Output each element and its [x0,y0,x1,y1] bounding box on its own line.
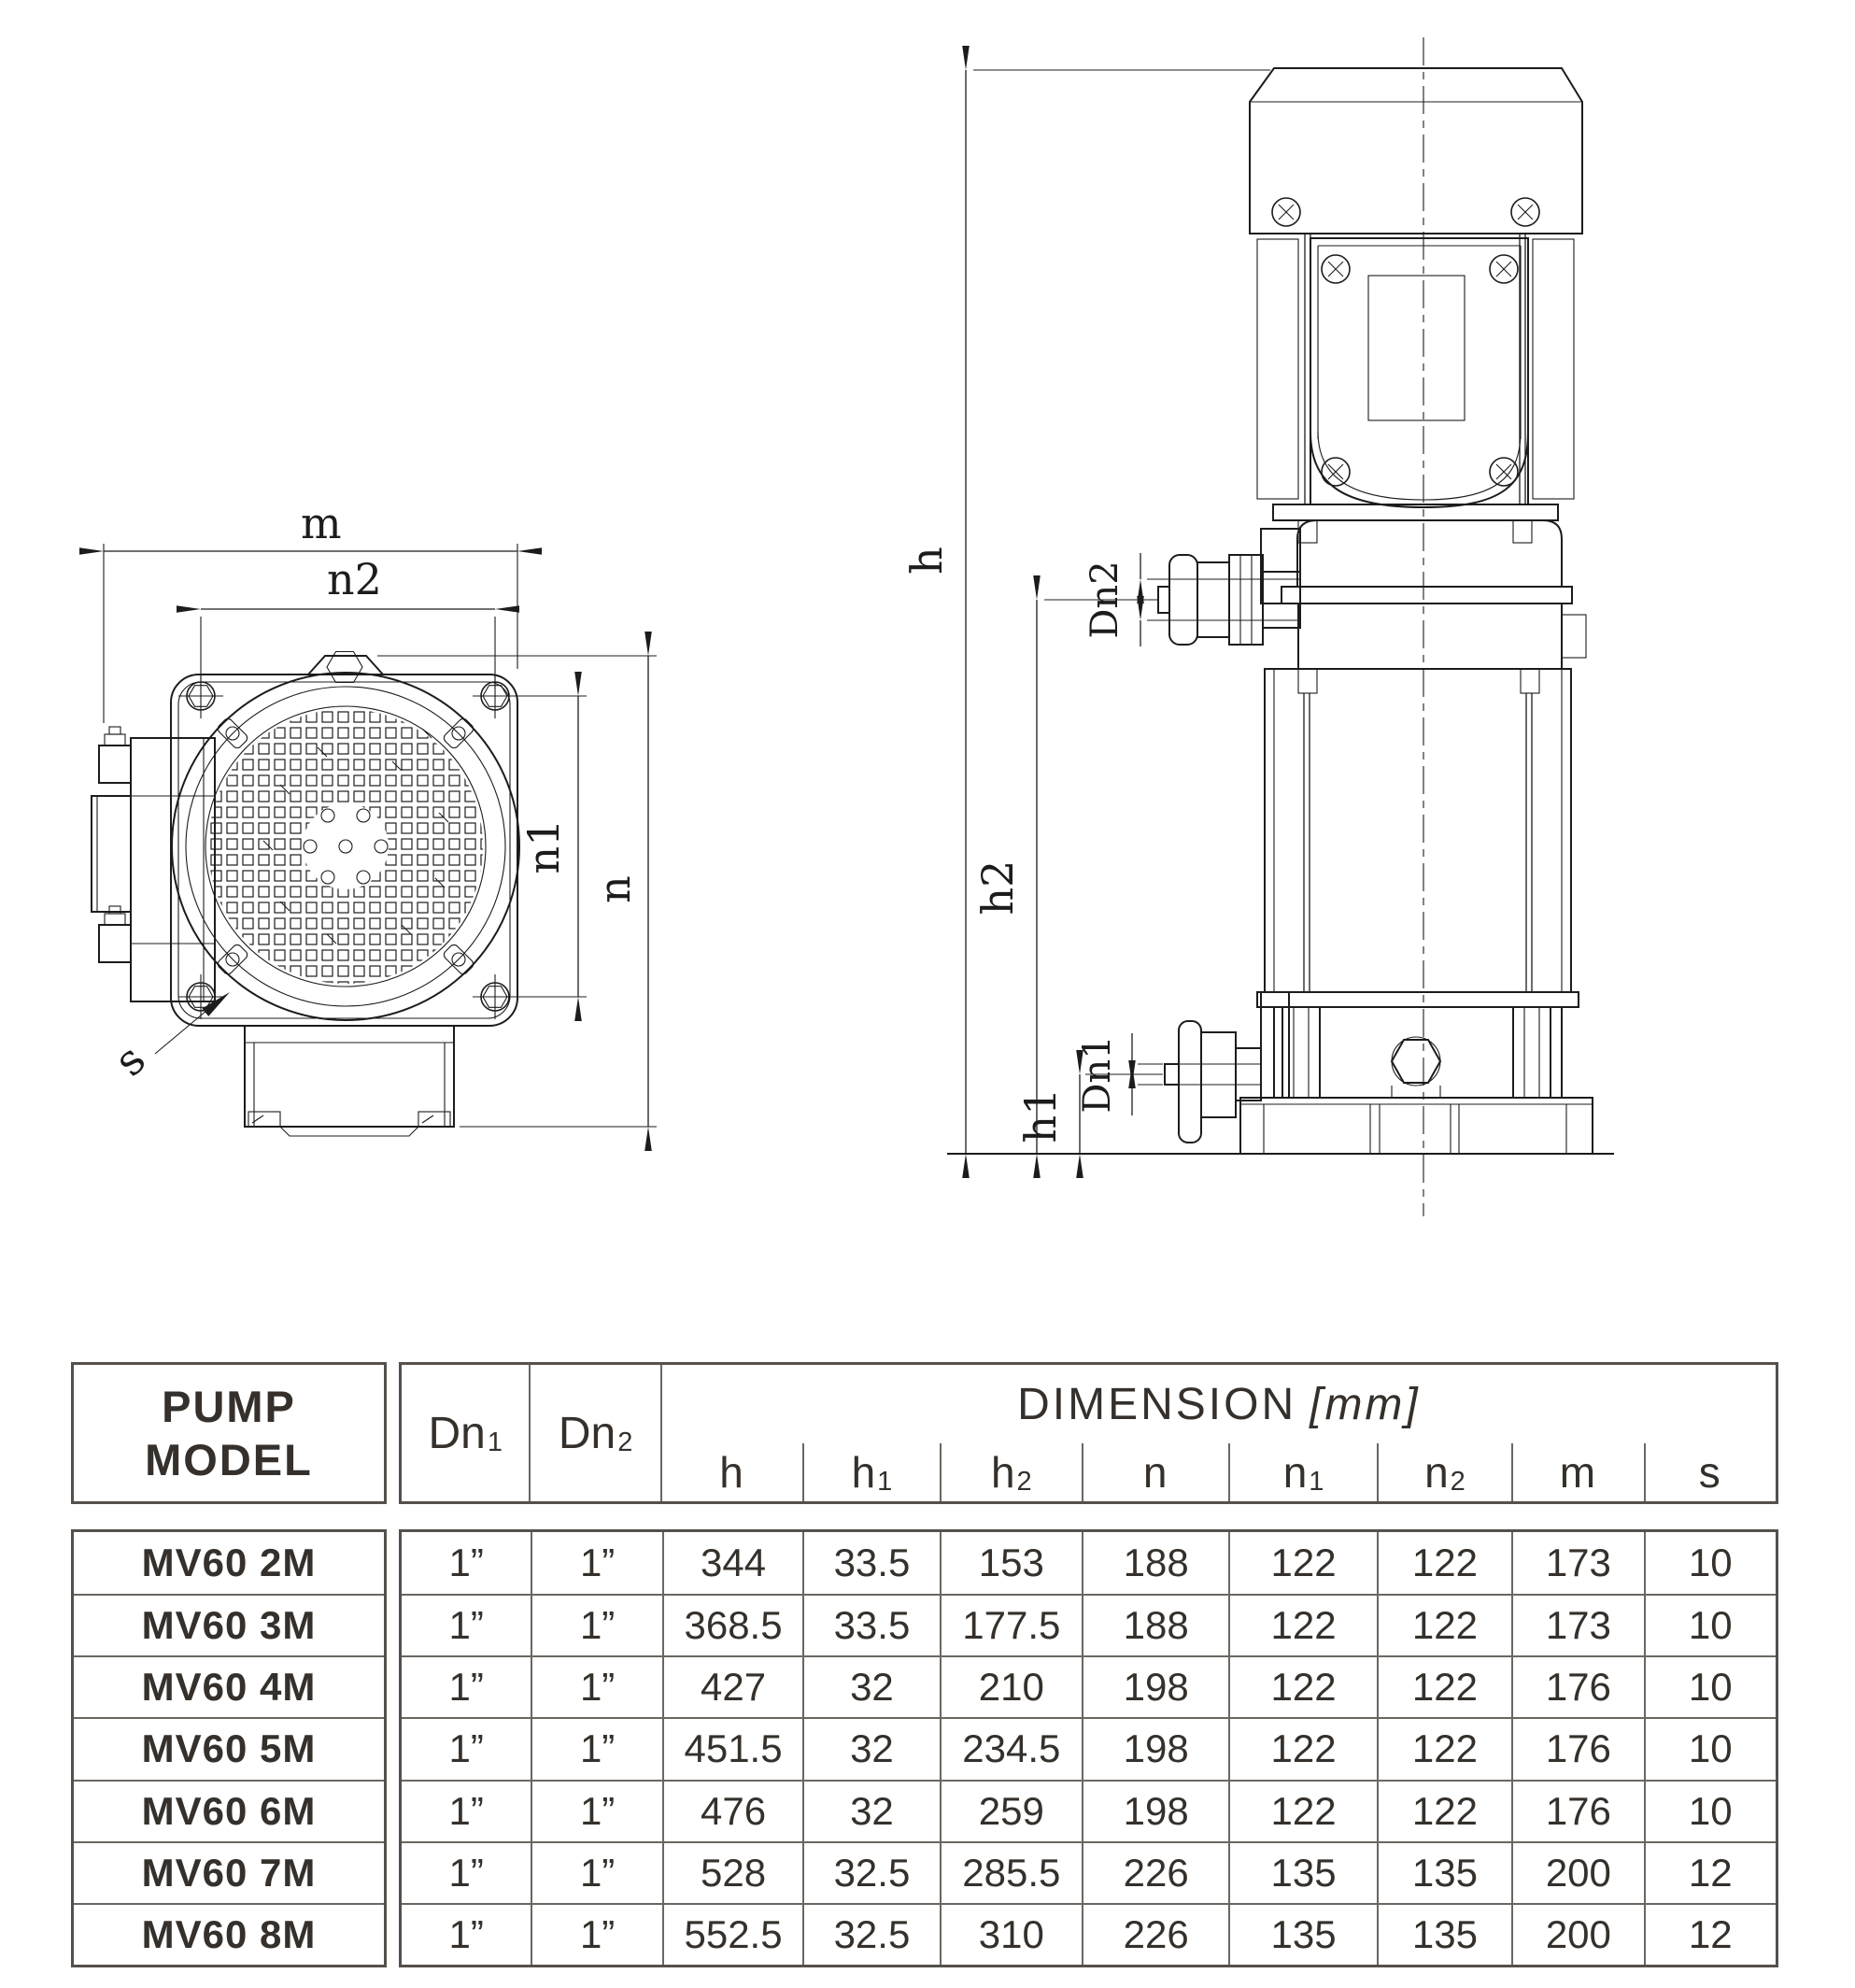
dim-n1 [514,696,587,997]
value-cell: 198 [1082,1717,1228,1779]
value-cell: 173 [1511,1594,1643,1655]
header-dimension-title [662,1365,1776,1443]
value-cell: 12 [1644,1841,1776,1903]
dim-label-n1: n1 [518,818,569,874]
value-cell: 1” [448,1541,484,1585]
tie-rod-thread [1513,520,1532,543]
dim-label-h1: h1 [1015,1087,1066,1143]
pump-sleeve [1257,669,1579,1007]
value-cell: 122 [1228,1532,1376,1594]
dimension-table-header [399,1362,1778,1504]
junction-box [92,727,215,1001]
header-dn1-base: Dn [428,1408,486,1458]
sleeve-collar [1257,992,1579,1007]
value-cell: 259 [940,1780,1082,1841]
cover-screw [1511,198,1539,226]
frame-screw [1490,255,1518,283]
cooling-fins-left [1257,239,1298,499]
value-cell: 153 [940,1532,1082,1594]
value-cell: 122 [1377,1717,1511,1779]
pump-model-column [71,1529,387,1967]
header-n2: n 2 [1377,1443,1511,1501]
model-cell: MV60 2M [141,1541,317,1585]
header-dn2-sub: 2 [617,1427,633,1457]
value-cell: 285.5 [940,1841,1082,1903]
value-cell: 10 [1644,1717,1776,1779]
value-cell: 122 [1228,1717,1376,1779]
dim-label-h: h [901,547,952,575]
model-cell: MV60 8M [74,1903,384,1965]
value-cell: 1” [402,1655,531,1717]
value-cell: 10 [1644,1780,1776,1841]
model-cell: MV60 4M [74,1655,384,1717]
union-nut [1229,555,1263,645]
value-cell: 32.5 [802,1903,939,1965]
coupling-plate [1282,587,1572,604]
value-cell: 32 [802,1717,939,1779]
header-h1: h 1 [802,1443,939,1501]
value-cell: 122 [1228,1655,1376,1717]
header-dn2 [531,1365,661,1501]
dim-m [104,498,517,723]
value-cell: 368.5 [662,1594,802,1655]
value-cell: 1” [531,1594,661,1655]
pump-side-view-drawing [897,28,1644,1224]
fan-grille [172,673,519,1020]
pump-model-header-line2: MODEL [145,1435,313,1484]
dim-n2 [201,554,495,689]
frame-screw [1490,458,1518,486]
value-cell: 427 [662,1655,802,1717]
value-cell: 122 [1377,1780,1511,1841]
tie-rod-thread [1521,669,1539,693]
model-cell: MV60 5M [74,1717,384,1779]
value-cell: 234.5 [940,1717,1082,1779]
value-cell: 476 [662,1780,802,1841]
pump-model-header-line1: PUMP [162,1381,296,1431]
value-cell: 1” [531,1903,661,1965]
value-cell: 10 [1644,1655,1776,1717]
value-cell: 1” [402,1594,531,1655]
suction-housing [1261,992,1562,1098]
value-cell: 135 [1228,1903,1376,1965]
value-cell: 176 [1511,1780,1643,1841]
value-cell: 210 [940,1655,1082,1717]
header-h2: h 2 [940,1443,1082,1501]
pump-model-header [71,1362,387,1504]
dim-h2 [972,600,1158,1154]
dim-label-h2: h2 [972,859,1023,916]
value-cell: 33.5 [802,1532,939,1594]
suction-port [1165,1021,1261,1143]
fan-cover [1250,68,1582,234]
discharge-port [1158,555,1300,645]
model-cell: MV60 7M [74,1841,384,1903]
value-cell: 32 [802,1655,939,1717]
value-cell: 1” [531,1655,661,1717]
value-cell: 122 [1228,1780,1376,1841]
header-h: h [719,1448,743,1497]
value-cell: 173 [1511,1532,1643,1594]
cable-gland [99,746,131,783]
terminal-box [245,1026,454,1136]
dim-label-n: n [589,875,640,903]
value-cell: 528 [662,1841,802,1903]
value-cell: 200 [1511,1841,1643,1903]
frame-screw [1322,458,1350,486]
value-cell: 198 [1082,1780,1228,1841]
header-dn1 [402,1365,531,1501]
value-cell: 1” [402,1903,531,1965]
value-cell: 1” [531,1780,661,1841]
value-cell: 10 [1644,1532,1776,1594]
header-s: s [1644,1443,1776,1501]
frame-screw [1322,255,1350,283]
value-cell: 32 [802,1780,939,1841]
value-cell: 198 [1082,1655,1228,1717]
bolt-hole [473,974,517,1019]
dim-label-dn2: Dn2 [1083,561,1126,639]
motor-body [1257,234,1574,543]
value-cell: 177.5 [940,1594,1082,1655]
value-cell: 344 [662,1532,802,1594]
value-cell: 122 [1377,1655,1511,1717]
value-cell: 451.5 [662,1717,802,1779]
value-cell: 135 [1377,1841,1511,1903]
dimension-unit-text: [mm] [1310,1379,1421,1429]
header-m: m [1511,1443,1643,1501]
value-cell: 226 [1082,1841,1228,1903]
value-cell: 32.5 [802,1841,939,1903]
dim-label-dn1: Dn1 [1076,1035,1119,1114]
value-cell: 188 [1082,1594,1228,1655]
value-cell: 33.5 [802,1594,939,1655]
value-cell: 135 [1228,1841,1376,1903]
dim-label-s: s [104,1034,156,1086]
model-cell: MV60 3M [74,1594,384,1655]
header-n: n [1082,1443,1228,1501]
value-cell: 226 [1082,1903,1228,1965]
header-dn2-base: Dn [558,1408,616,1458]
value-cell: 1” [531,1532,661,1594]
drain-plug [1392,1037,1440,1086]
cover-screw [1272,198,1300,226]
value-cell: 135 [1377,1903,1511,1965]
header-dn1-sub: 1 [487,1427,503,1457]
value-cell: 176 [1511,1655,1643,1717]
cooling-fins-right [1533,239,1574,499]
dimension-title-text: DIMENSION [1017,1379,1297,1429]
tie-rod-thread [1298,669,1317,693]
hex-plug [1392,1040,1440,1083]
value-cell: 176 [1511,1717,1643,1779]
value-cell: 1” [531,1841,661,1903]
value-cell: 122 [1377,1594,1511,1655]
value-cell: 122 [1377,1532,1511,1594]
nameplate [1368,276,1465,420]
value-cell: 10 [1644,1594,1776,1655]
value-cell: 188 [1082,1532,1228,1594]
value-cell: 200 [1511,1903,1643,1965]
dim-label-n2: n2 [327,554,382,604]
leader-s [104,992,230,1086]
value-cell: 12 [1644,1903,1776,1965]
dim-label-m: m [301,498,342,548]
value-cell: 1” [531,1717,661,1779]
base-plate [1240,1098,1593,1154]
pump-top-view-drawing [70,498,743,1177]
value-cell: 1” [402,1841,531,1903]
value-cell: 552.5 [662,1903,802,1965]
value-cell: 122 [1228,1594,1376,1655]
header-n1: n 1 [1228,1443,1376,1501]
model-cell: MV60 6M [74,1780,384,1841]
dimension-table-body [399,1529,1778,1967]
value-cell: 1” [402,1717,531,1779]
value-cell: 1” [402,1780,531,1841]
value-cell: 310 [940,1903,1082,1965]
cable-gland [99,925,131,962]
